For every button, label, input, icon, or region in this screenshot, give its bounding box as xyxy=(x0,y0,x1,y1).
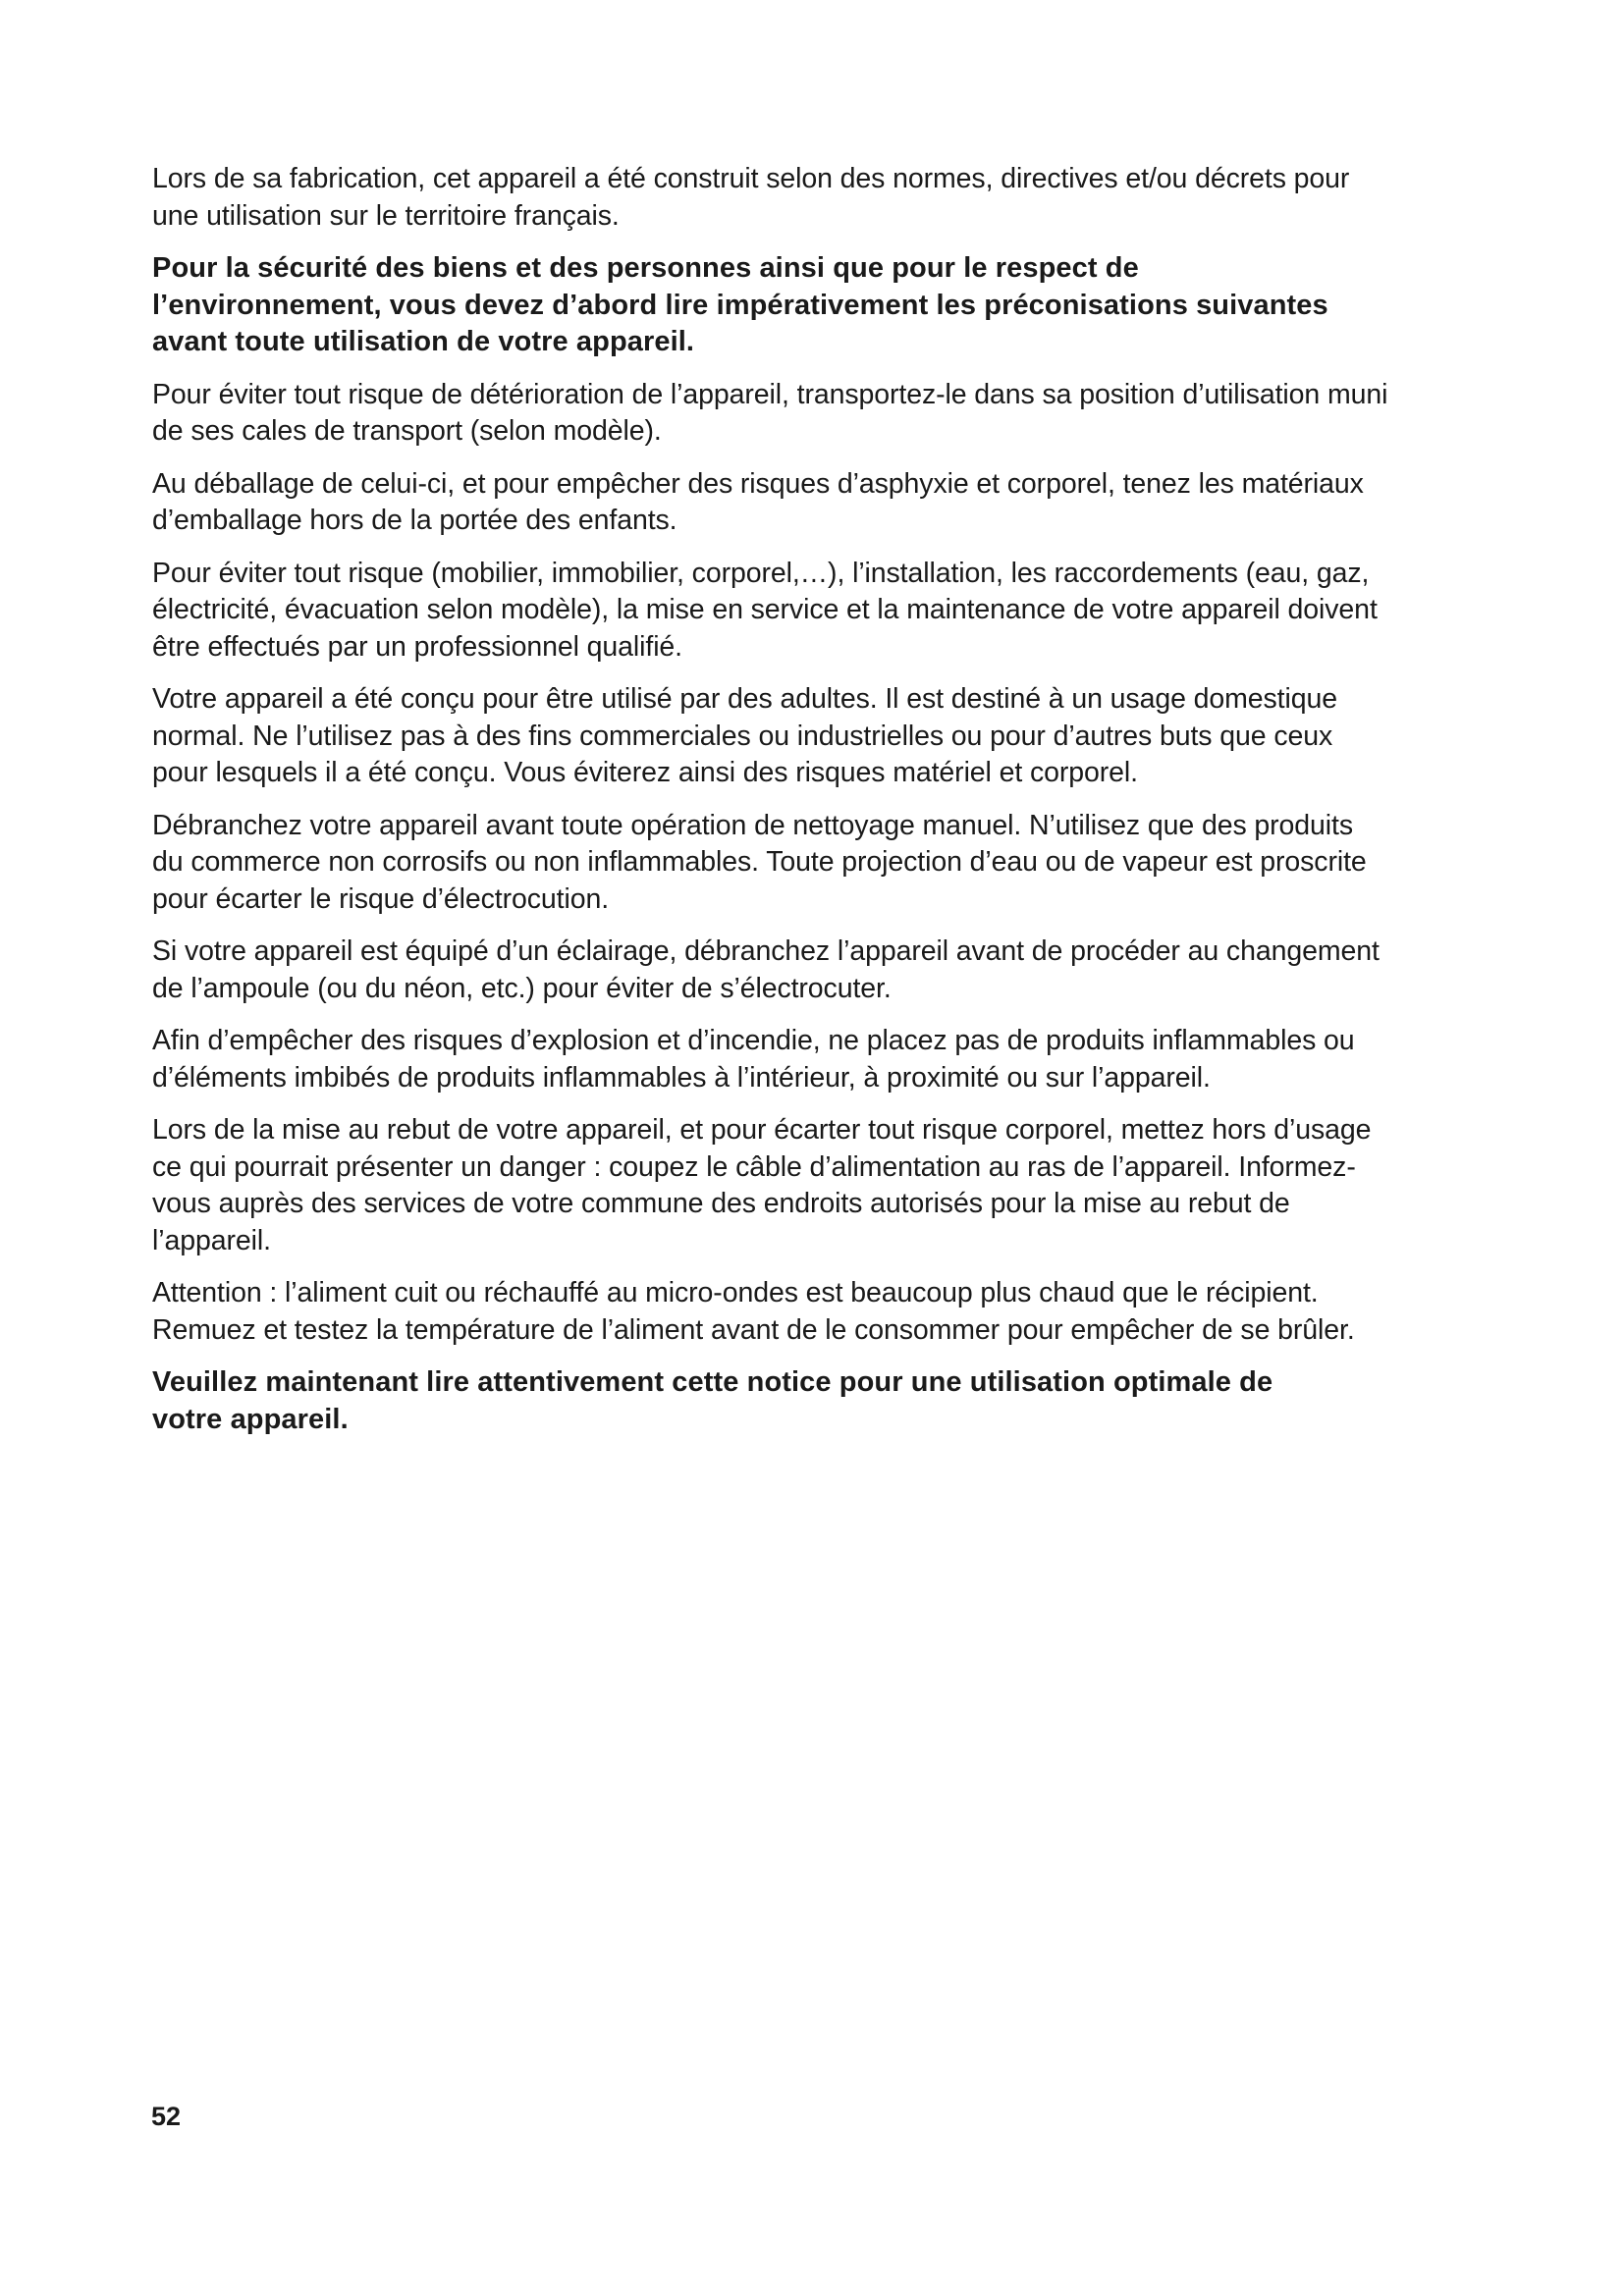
paragraph-unpacking xyxy=(152,466,1527,540)
paragraph-closing xyxy=(152,1364,1527,1438)
paragraph-cleaning xyxy=(152,808,1527,919)
text-line: de ses cales de transport (selon modèle). xyxy=(152,415,662,447)
text-line: votre appareil. xyxy=(152,1403,349,1435)
text-line: Pour éviter tout risque de détérioration de l’appareil, transportez-le dans sa position d’utilisation muni xyxy=(152,378,1388,410)
text-line: électricité, évacuation selon modèle), la mise en service et la maintenance de votre appareil doivent xyxy=(152,594,1378,625)
paragraph-usage xyxy=(152,681,1527,792)
text-line: Lors de la mise au rebut de votre appareil, et pour écarter tout risque corporel, mettez hors d’usage xyxy=(152,1114,1372,1146)
text-line: Afin d’empêcher des risques d’explosion et d’incendie, ne placez pas de produits inflammables ou xyxy=(152,1025,1355,1056)
text-line: de l’ampoule (ou du néon, etc.) pour éviter de s’électrocuter. xyxy=(152,972,892,1004)
text-line: Lors de sa fabrication, cet appareil a été construit selon des normes, directives et/ou décrets pour xyxy=(152,163,1350,194)
text-line: l’appareil. xyxy=(152,1224,271,1256)
document-body xyxy=(152,161,1527,1454)
paragraph-transport xyxy=(152,377,1527,451)
text-line: Si votre appareil est équipé d’un éclairage, débranchez l’appareil avant de procéder au changement xyxy=(152,935,1380,967)
paragraph-attention xyxy=(152,1275,1527,1349)
text-line: l’environnement, vous devez d’abord lire impérativement les préconisations suivantes xyxy=(152,289,1328,321)
text-line: d’emballage hors de la portée des enfants. xyxy=(152,505,677,536)
text-line: être effectués par un professionnel qualifié. xyxy=(152,630,682,663)
text-line: Attention : l’aliment cuit ou réchauffé au micro-ondes est beaucoup plus chaud que le récipient. xyxy=(152,1277,1319,1308)
text-line: une utilisation sur le territoire français. xyxy=(152,199,620,232)
text-line: pour écarter le risque d’électrocution. xyxy=(152,882,610,915)
text-line: Votre appareil a été conçu pour être utilisé par des adultes. Il est destiné à un usage domestique xyxy=(152,683,1337,715)
text-line: avant toute utilisation de votre appareil. xyxy=(152,326,695,357)
text-line: Pour éviter tout risque (mobilier, immobilier, corporel,…), l’installation, les raccordements (eau, gaz, xyxy=(152,557,1370,589)
text-line: ce qui pourrait présenter un danger : coupez le câble d’alimentation au ras de l’appareil. Informez- xyxy=(152,1150,1356,1183)
text-line: du commerce non corrosifs ou non inflammables. Toute projection d’eau ou de vapeur est proscrite xyxy=(152,846,1367,878)
paragraph-lighting xyxy=(152,934,1527,1007)
text-line: pour lesquels il a été conçu. Vous éviterez ainsi des risques matériel et corporel. xyxy=(152,757,1138,788)
text-line: Au déballage de celui-ci, et pour empêcher des risques d’asphyxie et corporel, tenez les matériaux xyxy=(152,467,1364,500)
text-line: d’éléments imbibés de produits inflammables à l’intérieur, à proximité ou sur l’appareil. xyxy=(152,1061,1211,1094)
paragraph-safety-heading xyxy=(152,250,1527,361)
paragraph-explosion xyxy=(152,1023,1527,1096)
text-line: Débranchez votre appareil avant toute opération de nettoyage manuel. N’utilisez que des produits xyxy=(152,809,1354,841)
paragraph-disposal xyxy=(152,1112,1527,1259)
text-line: normal. Ne l’utilisez pas à des fins commerciales ou industrielles ou pour d’autres buts que ceux xyxy=(152,720,1333,752)
paragraph-intro xyxy=(152,161,1527,235)
page-number: 52 xyxy=(151,2102,182,2131)
text-line: Veuillez maintenant lire attentivement cette notice pour une utilisation optimale de xyxy=(152,1366,1273,1398)
text-line: Pour la sécurité des biens et des personnes ainsi que pour le respect de xyxy=(152,252,1139,284)
text-line: vous auprès des services de votre commune des endroits autorisés pour la mise au rebut de xyxy=(152,1188,1290,1219)
text-line: Remuez et testez la température de l’aliment avant de le consommer pour empêcher de se brûler. xyxy=(152,1313,1355,1346)
paragraph-installation xyxy=(152,556,1527,667)
